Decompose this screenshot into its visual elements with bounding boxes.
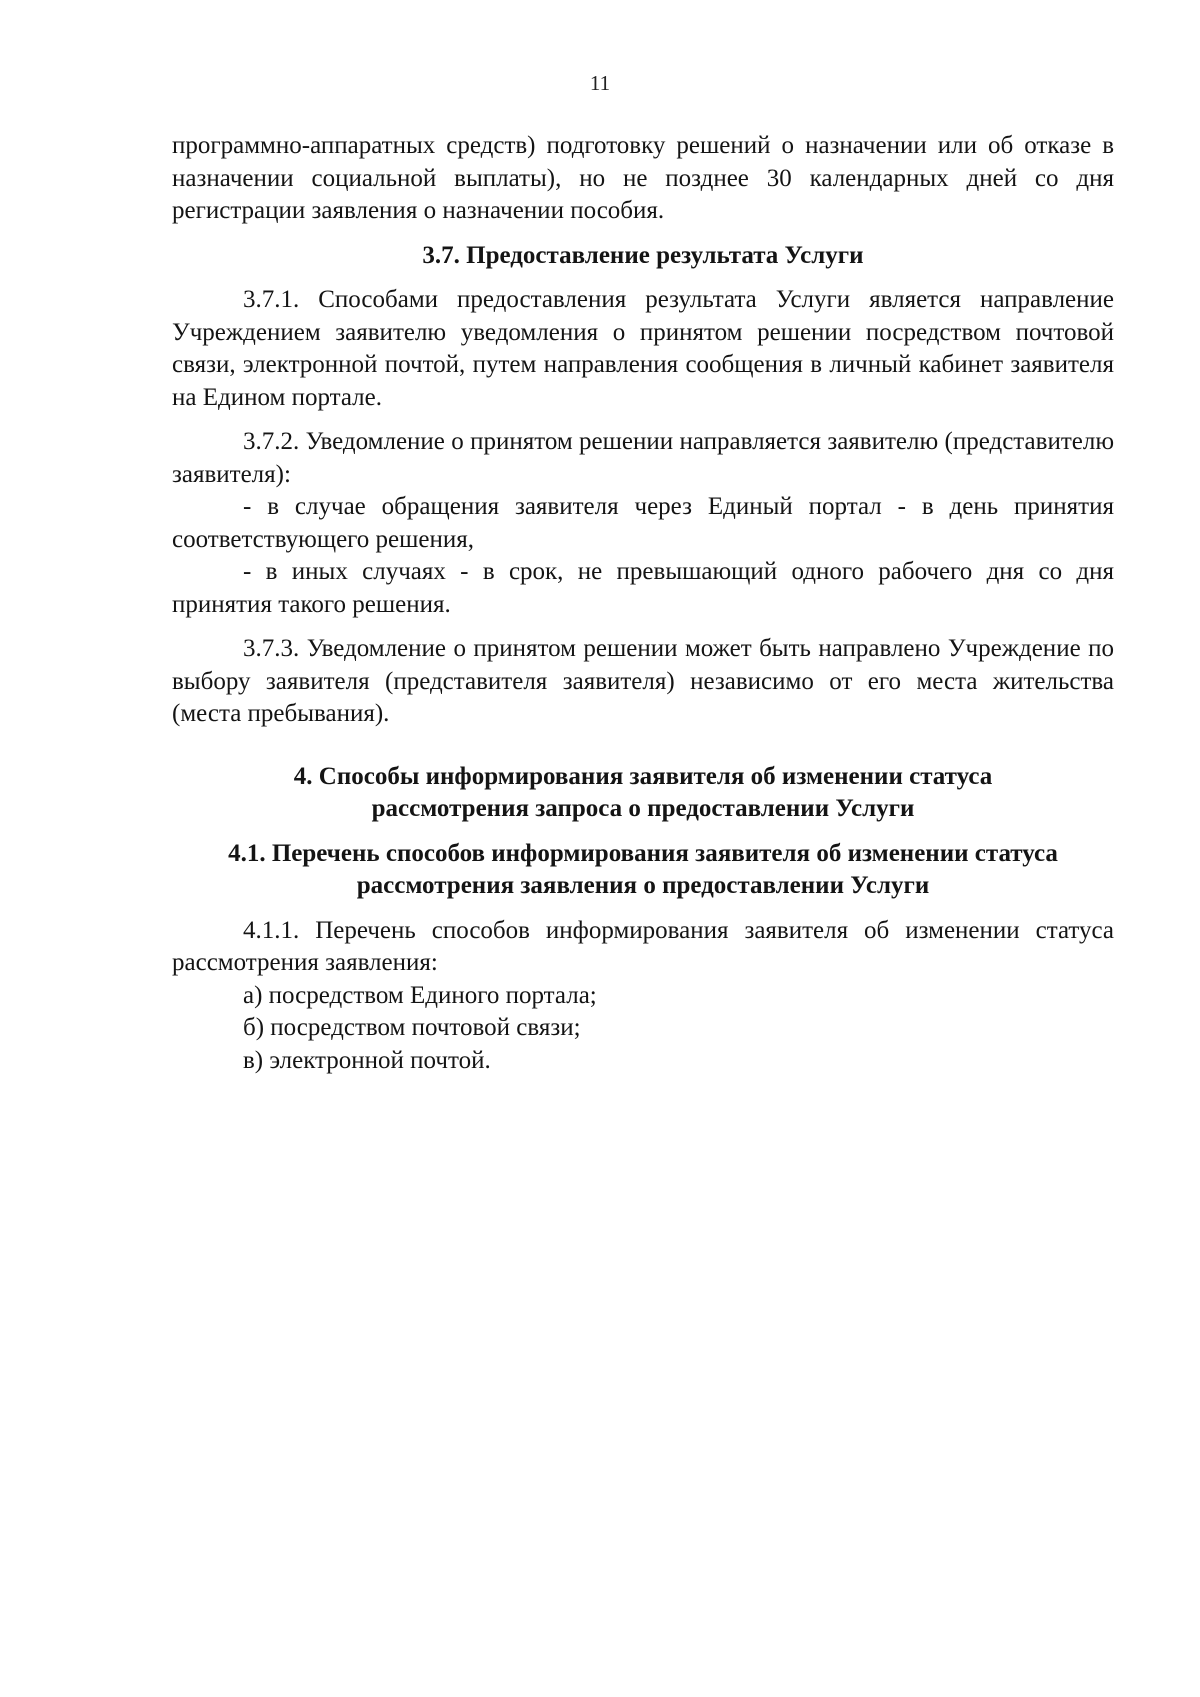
page-number: 11 bbox=[589, 71, 611, 95]
paragraph-3-7-1 bbox=[172, 284, 1114, 414]
paragraph-text: Способами предоставления результата Услуги является направление Учреждением заявителю уведомления о принятом решении посредством почтовой связи, электронной почтой, путем направления сообщения в личный кабинет заявителя на Едином портале. bbox=[172, 286, 1114, 411]
list-item: б) посредством почтовой связи; bbox=[243, 1014, 581, 1041]
heading-line: рассмотрения заявления о предоставлении Услуги bbox=[356, 872, 930, 899]
list-item: - в иных случаях - в срок, не превышающий одного рабочего дня со дня принятия такого решения. bbox=[172, 558, 1114, 618]
paragraph-4-1-1 bbox=[172, 915, 1114, 980]
paragraph-number: 3.7.3. bbox=[243, 635, 300, 662]
paragraph-3-7-2 bbox=[172, 426, 1114, 491]
section-3-7-heading: 3.7. Предоставление результата Услуги bbox=[422, 241, 864, 269]
paragraph-text: Перечень способов информирования заявителя об изменении статуса рассмотрения заявления: bbox=[172, 916, 1114, 976]
list-item: - в случае обращения заявителя через Единый портал - в день принятия соответствующего решения, bbox=[172, 493, 1114, 553]
paragraph-3-7-3 bbox=[172, 633, 1114, 731]
paragraph-number: 3.7.1. bbox=[243, 286, 300, 313]
intro-paragraph: программно-аппаратных средств) подготовку решений о назначении или об отказе в назначении социальной выплаты), но не позднее 30 календарных дней со дня регистрации заявления о назначении пособия. bbox=[172, 132, 1114, 224]
paragraph-number: 3.7.2. bbox=[243, 428, 300, 455]
paragraph-text: Уведомление о принятом решении может быть направлено Учреждение по выбору заявителя (представителя заявителя) независимо от его места жительства (места пребывания). bbox=[172, 635, 1114, 727]
section-4-1-heading bbox=[172, 838, 1114, 903]
paragraph-number: 4.1.1. bbox=[243, 916, 300, 944]
list-item: а) посредством Единого портала; bbox=[243, 981, 597, 1009]
heading-line: рассмотрения запроса о предоставлении Услуги bbox=[371, 795, 915, 822]
heading-line: 4. Способы информирования заявителя об изменении статуса bbox=[293, 762, 993, 790]
page-content bbox=[172, 130, 1114, 1077]
section-4-heading bbox=[172, 761, 1114, 826]
list-item: в) электронной почтой. bbox=[243, 1046, 491, 1074]
paragraph-text: Уведомление о принятом решении направляется заявителю (представителю заявителя): bbox=[172, 428, 1114, 488]
heading-line: 4.1. Перечень способов информирования заявителя об изменении статуса bbox=[228, 839, 1058, 867]
